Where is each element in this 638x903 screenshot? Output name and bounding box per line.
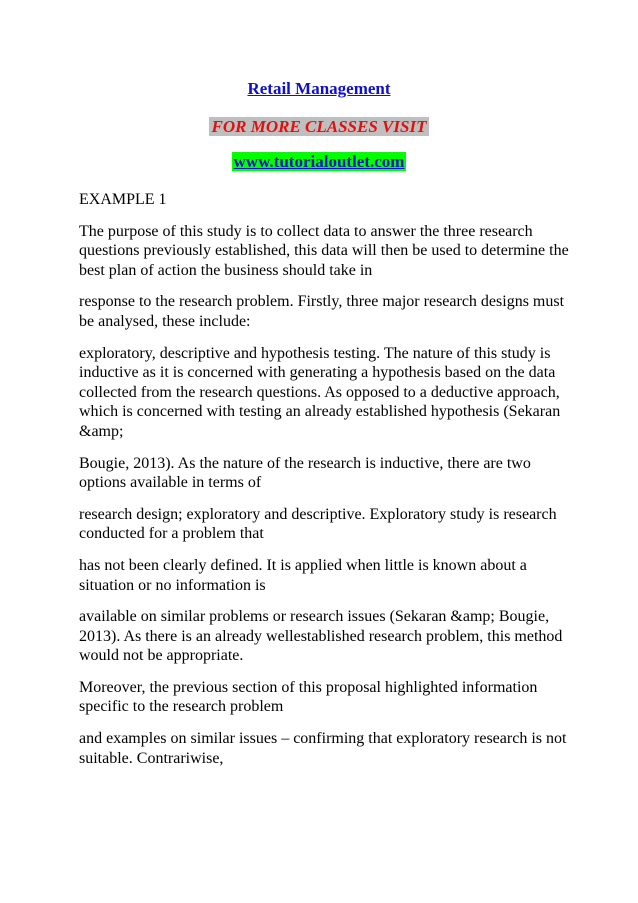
paragraph: research design; exploratory and descriptive. Exploratory study is research conducted for a problem that <box>79 505 557 543</box>
visit-text: FOR MORE CLASSES VISIT <box>209 117 430 136</box>
website-link <box>0 151 638 173</box>
paragraph: has not been clearly defined. It is applied when little is known about a situation or no information is <box>79 556 527 594</box>
title-text: Retail Management <box>247 79 391 98</box>
paragraph: exploratory, descriptive and hypothesis testing. The nature of this study is inductive as it is concerned with generating a hypothesis based on the data collected from the research questions. As opposed to a deductive approach, which is concerned with testing an already established hypothesis (Sekaran &amp; <box>79 344 561 440</box>
website-link-text[interactable]: www.tutorialoutlet.com <box>233 152 405 171</box>
document-title <box>0 78 638 100</box>
visit-banner <box>0 116 638 138</box>
paragraph: available on similar problems or research issues (Sekaran &amp; Bougie, 2013). As there is an already wellestablished research problem, this method would not be appropriate. <box>79 608 563 665</box>
paragraph-heading: EXAMPLE 1 <box>79 191 167 208</box>
paragraph: response to the research problem. Firstly, three major research designs must be analysed, these include: <box>79 293 565 330</box>
document-body <box>79 190 569 780</box>
paragraph: and examples on similar issues – confirming that exploratory research is not suitable. Contrariwise, <box>79 730 567 767</box>
paragraph: Moreover, the previous section of this proposal highlighted information specific to the research problem <box>79 678 538 716</box>
paragraph: The purpose of this study is to collect data to answer the three research questions previously established, this data will then be used to determine the best plan of action the business should take in <box>79 222 569 279</box>
paragraph: Bougie, 2013). As the nature of the research is inductive, there are two options available in terms of <box>79 454 531 492</box>
